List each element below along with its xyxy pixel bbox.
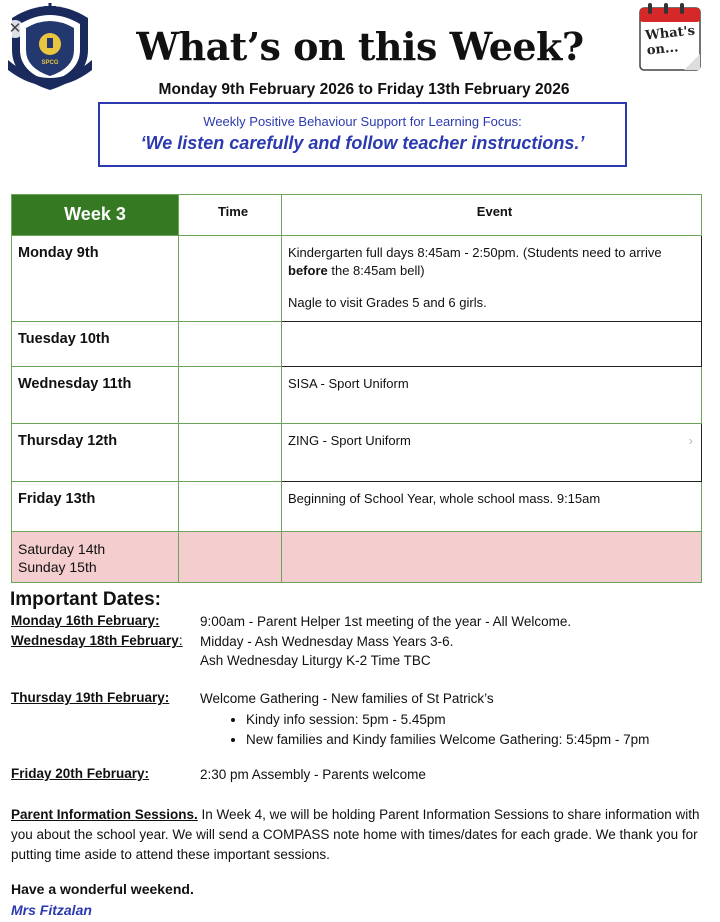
date-text: 2:30 pm Assembly - Parents welcome <box>200 767 426 782</box>
time-cell <box>179 322 282 367</box>
table-row <box>12 424 702 482</box>
closing-message: Have a wonderful weekend. <box>11 881 194 897</box>
important-dates-heading: Important Dates: <box>10 589 161 610</box>
date-range: Monday 9th February 2026 to Friday 13th February 2026 <box>158 81 570 98</box>
event-cell <box>282 532 702 583</box>
week-header: Week 3 <box>12 195 179 236</box>
table-row <box>12 532 702 583</box>
event-cell <box>282 322 702 367</box>
close-icon[interactable]: ✕ <box>6 20 24 38</box>
svg-text:SPCG: SPCG <box>41 60 59 66</box>
time-cell <box>179 482 282 532</box>
event-cell: Beginning of School Year, whole school mass. 9:15am <box>282 482 702 532</box>
table-row <box>12 482 702 532</box>
day-cell: Thursday 12th <box>12 424 179 482</box>
date-text: 9:00am - Parent Helper 1st meeting of the year - All Welcome. <box>200 614 572 629</box>
weekend-day-cell <box>12 532 179 583</box>
date-text-2: Ash Wednesday Liturgy K-2 Time TBC <box>200 653 431 668</box>
day-cell: Wednesday 11th <box>12 367 179 424</box>
date-text: Welcome Gathering - New families of St Patrick’s <box>200 691 494 706</box>
calendar-text: What's on... <box>644 23 696 59</box>
event-cell: SISA - Sport Uniform <box>282 367 702 424</box>
focus-text: ‘We listen carefully and follow teacher instructions.’ <box>140 133 585 153</box>
parent-info-paragraph <box>11 805 720 865</box>
day-cell: Friday 13th <box>12 482 179 532</box>
time-cell <box>179 367 282 424</box>
event-cell <box>282 424 702 482</box>
bullet-list <box>228 710 649 750</box>
event-text: Kindergarten full days 8:45am - 2:50pm. (Students need to arrive <box>288 245 662 260</box>
date-text: Midday - Ash Wednesday Mass Years 3-6. <box>200 634 454 649</box>
table-row <box>12 322 702 367</box>
chevron-right-icon[interactable]: › <box>688 433 693 448</box>
signature: Mrs Fitzalan <box>11 902 92 918</box>
time-cell <box>179 236 282 322</box>
event-text: the 8:45am bell) <box>327 263 425 278</box>
event-header: Event <box>282 195 702 236</box>
weekly-schedule-table <box>11 194 702 583</box>
table-row <box>12 236 702 322</box>
parent-info-text: In Week 4, we will be holding Parent Information Sessions to share information with you about the school year. We will send a COMPASS note home with times/dates for each grade. We thank you for putting time aside to attend these important sessions. <box>11 807 700 862</box>
date-label-text: Wednesday 18th February <box>11 633 179 648</box>
time-cell <box>179 424 282 482</box>
parent-info-label: Parent Information Sessions. <box>11 807 198 822</box>
time-header: Time <box>179 195 282 236</box>
day-cell: Monday 9th <box>12 236 179 322</box>
event-emphasis: before <box>288 263 328 278</box>
page-title: What’s on this Week? <box>136 24 584 69</box>
date-label <box>11 633 183 648</box>
day-label: Saturday 14th <box>18 541 106 557</box>
table-header-row <box>12 195 702 236</box>
list-item: • Kindy info session: 5pm - 5.45pm <box>246 710 649 730</box>
focus-label: Weekly Positive Behaviour Support for Learning Focus: <box>203 114 522 129</box>
date-label: Thursday 19th February: <box>11 690 170 705</box>
event-text-2: Nagle to visit Grades 5 and 6 girls. <box>288 295 487 310</box>
list-item: • New families and Kindy families Welcome Gathering: 5:45pm - 7pm <box>246 730 649 750</box>
day-label: Sunday 15th <box>18 559 97 575</box>
date-label-suffix: : <box>178 633 183 648</box>
date-label: Monday 16th February: <box>11 613 160 628</box>
table-row <box>12 367 702 424</box>
event-text: ZING - Sport Uniform <box>288 433 411 448</box>
date-label: Friday 20th February: <box>11 766 150 781</box>
time-cell <box>179 532 282 583</box>
event-cell <box>282 236 702 322</box>
day-cell: Tuesday 10th <box>12 322 179 367</box>
behaviour-focus-box <box>98 102 627 167</box>
